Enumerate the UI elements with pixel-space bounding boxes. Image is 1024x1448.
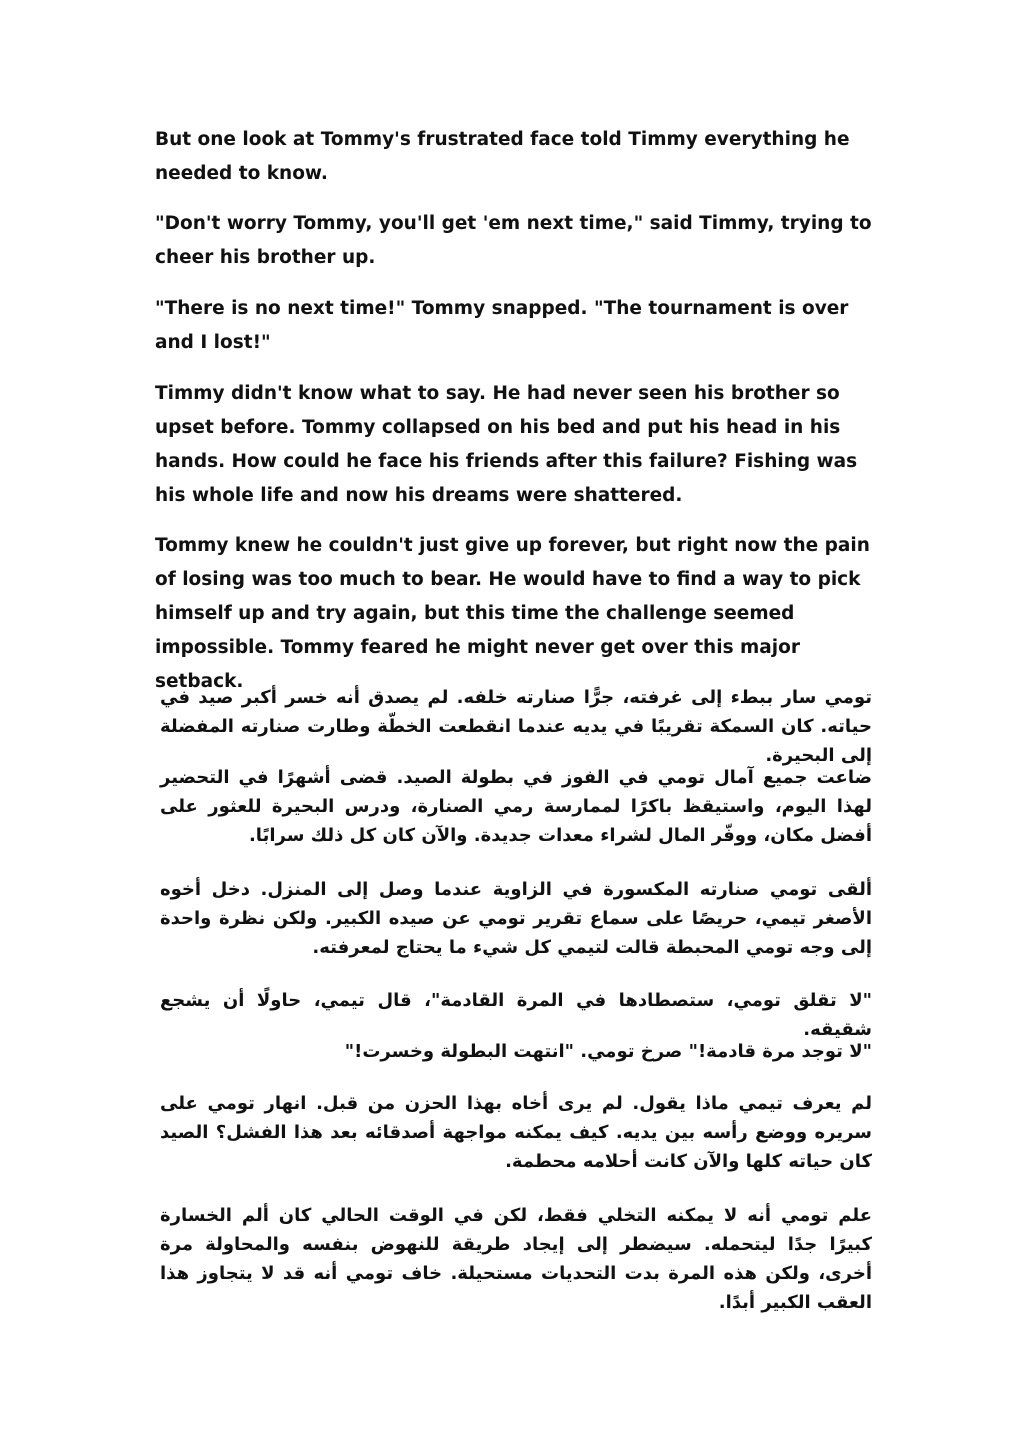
english-paragraph-1: But one look at Tommy's frustrated face told Timmy everything he needed to know. bbox=[155, 129, 850, 184]
arabic-paragraph-3: ألقى تومي صنارته المكسورة في الزاوية عندما وصل إلى المنزل. دخل أخوه الأصغر تيمي، حريصًا على سماع تقرير تومي عن صيده الكبير. ولكن نظرة واحدة إلى وجه تومي المحبطة قالت لتيمي كل شيء ما يحتاج لمعرفته. bbox=[160, 879, 872, 958]
arabic-paragraph-6: لم يعرف تيمي ماذا يقول. لم يرى أخاه بهذا الحزن من قبل. انهار تومي على سريره ووضع رأسه بين يديه. كيف يمكنه مواجهة أصدقائه بعد هذا الفشل؟ الصيد كان حياته كلها والآن كانت أحلامه محطمة. bbox=[160, 1093, 872, 1172]
english-paragraph-2: "Don't worry Tommy, you'll get 'em next time," said Timmy, trying to cheer his brother up. bbox=[155, 213, 872, 268]
arabic-paragraph-7: علم تومي أنه لا يمكنه التخلي فقط، لكن في الوقت الحالي كان ألم الخسارة كبيرًا جدًا ليتحمله. سيضطر إلى إيجاد طريقة للنهوض بنفسه والمحاولة مرة أخرى، ولكن هذه المرة بدت التحديات مستحيلة. خاف تومي أنه قد لا يتجاوز هذا العقب الكبير أبدًا. bbox=[160, 1205, 872, 1313]
english-paragraph-4: Timmy didn't know what to say. He had never seen his brother so upset before. Tommy collapsed on his bed and put his head in his hands. How could he face his friends after this failure? Fishing was his whole life and now his dreams were shattered. bbox=[155, 383, 858, 506]
english-paragraph-3: "There is no next time!" Tommy snapped. "The tournament is over and I lost!" bbox=[155, 298, 849, 353]
arabic-paragraph-4: "لا تقلق تومي، ستصطادها في المرة القادمة"، قال تيمي، حاولًا أن يشجع شقيقه. bbox=[160, 990, 872, 1040]
english-paragraph-5: Tommy knew he couldn't just give up forever, but right now the pain of losing was too much to bear. He would have to find a way to pick himself up and try again, but this time the challenge seemed impossible. Tommy feared he might never get over this major setback. bbox=[155, 535, 870, 692]
arabic-paragraph-2: ضاعت جميع آمال تومي في الفوز في بطولة الصيد. قضى أشهرًا في التحضير لهذا اليوم، واستيقظ باكرًا لممارسة رمي الصنارة، ودرس البحيرة للعثور على أفضل مكان، ووفّر المال لشراء معدات جديدة. والآن كان كل ذلك سرابًا. bbox=[160, 767, 872, 846]
arabic-paragraph-5: "لا توجد مرة قادمة!" صرخ تومي. "انتهت البطولة وخسرت!" bbox=[344, 1041, 872, 1062]
arabic-paragraph-1: تومي سار ببطء إلى غرفته، جرًّا صنارته خلفه. لم يصدق أنه خسر أكبر صيد في حياته. كان السمكة تقريبًا في يديه عندما انقطعت الخطّة وطارت صنارته المفضلة إلى البحيرة. bbox=[160, 687, 872, 766]
